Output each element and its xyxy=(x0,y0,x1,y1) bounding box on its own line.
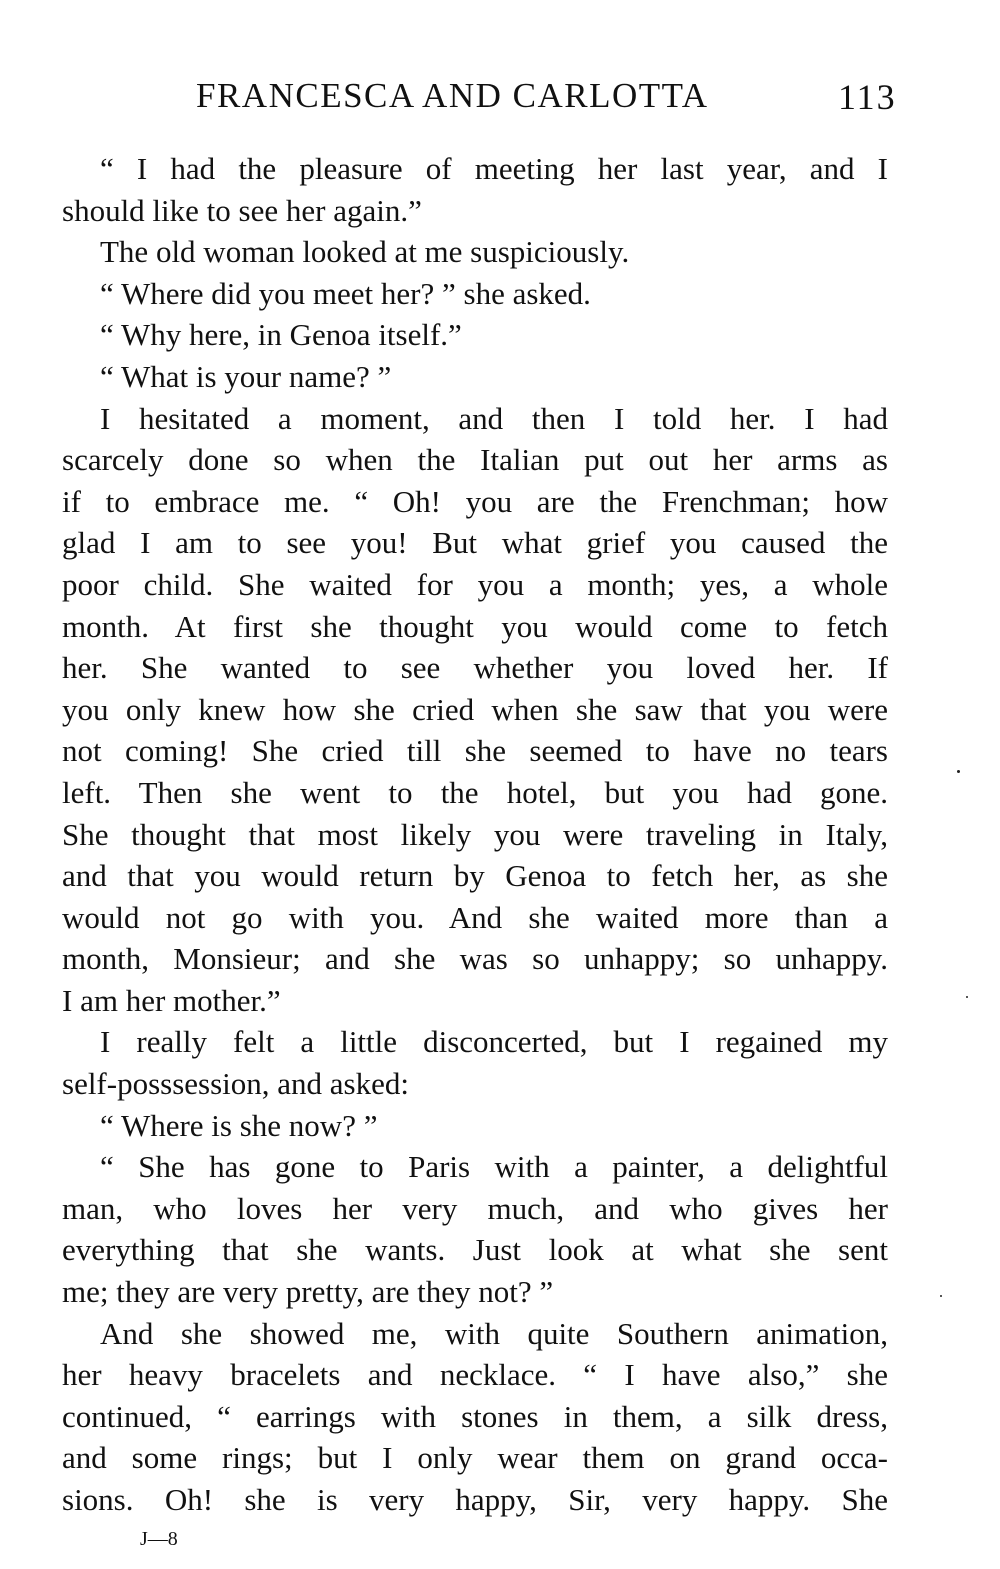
text-line: glad I am to see you! But what grief you caused the xyxy=(62,525,888,561)
text-line: “ Where did you meet her? ” she asked. xyxy=(100,275,591,311)
scan-speck xyxy=(966,996,968,998)
text-line: poor child. She waited for you a month; yes, a whole xyxy=(62,566,888,602)
text-line: I hesitated a moment, and then I told her. I had xyxy=(100,400,888,436)
scan-speck xyxy=(957,770,960,773)
text-line: her. She wanted to see whether you loved her. If xyxy=(62,650,888,686)
text-line: She thought that most likely you were traveling in Italy, xyxy=(62,816,888,852)
text-line: “ I had the pleasure of meeting her last year, and I xyxy=(100,151,888,186)
text-line: everything that she wants. Just look at what she sent xyxy=(62,1232,888,1268)
text-line: scarcely done so when the Italian put out her arms as xyxy=(62,442,888,478)
text-line: “ Where is she now? ” xyxy=(100,1107,378,1143)
body-text xyxy=(62,148,888,1521)
text-line: I am her mother.” xyxy=(62,982,281,1018)
text-line: and some rings; but I only wear them on grand occa- xyxy=(62,1440,888,1476)
text-line: would not go with you. And she waited more than a xyxy=(62,899,888,935)
text-line: you only knew how she cried when she saw that you were xyxy=(62,691,888,727)
text-line: not coming! She cried till she seemed to have no tears xyxy=(62,733,888,769)
text-line: self-posssession, and asked: xyxy=(62,1066,409,1102)
text-line: her heavy bracelets and necklace. “ I have also,” she xyxy=(62,1357,888,1393)
text-line: man, who loves her very much, and who gives her xyxy=(62,1190,888,1226)
running-title: FRANCESCA AND CARLOTTA xyxy=(196,76,709,115)
text-line: if to embrace me. “ Oh! you are the Frenchman; how xyxy=(62,483,888,519)
text-line: month. At first she thought you would come to fetch xyxy=(62,608,888,644)
text-line: continued, “ earrings with stones in them, a silk dress, xyxy=(62,1398,888,1434)
text-line: left. Then she went to the hotel, but you had gone. xyxy=(62,774,888,810)
text-line: and that you would return by Genoa to fetch her, as she xyxy=(62,858,888,894)
text-line: me; they are very pretty, are they not? ” xyxy=(62,1274,554,1310)
text-line: month, Monsieur; and she was so unhappy; so unhappy. xyxy=(62,941,888,977)
page-number: 113 xyxy=(838,77,897,117)
text-line: “ What is your name? ” xyxy=(100,358,392,394)
text-line: And she showed me, with quite Southern animation, xyxy=(100,1315,888,1351)
scan-speck xyxy=(940,1295,942,1297)
text-line: The old woman looked at me suspiciously. xyxy=(100,234,630,270)
signature-mark: J—8 xyxy=(140,1528,178,1550)
text-line: should like to see her again.” xyxy=(62,192,422,228)
text-line: sions. Oh! she is very happy, Sir, very happy. She xyxy=(62,1482,888,1517)
text-line: “ She has gone to Paris with a painter, a delightful xyxy=(100,1149,888,1185)
text-line: “ Why here, in Genoa itself.” xyxy=(100,317,462,353)
text-line: I really felt a little disconcerted, but I regained my xyxy=(100,1024,888,1060)
